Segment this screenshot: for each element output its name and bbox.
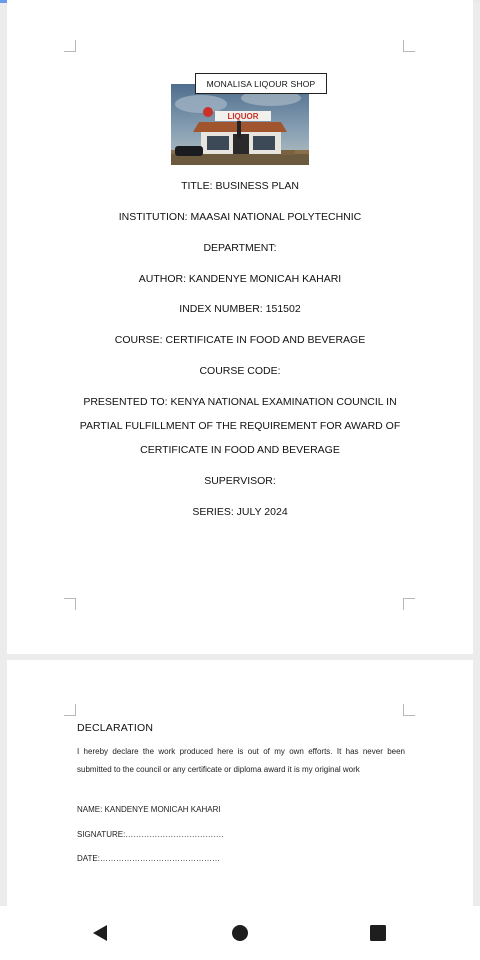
cover-title: TITLE: BUSINESS PLAN [181, 180, 299, 192]
declaration-signature: SIGNATURE:………………………………. [77, 830, 224, 839]
cover-course: COURSE: CERTIFICATE IN FOOD AND BEVERAGE [114, 334, 366, 346]
home-button[interactable] [230, 923, 250, 943]
declaration-heading: DECLARATION [77, 722, 154, 734]
photo-shop-sign-text: LIQUOR [227, 112, 259, 121]
margin-corner-top-right [403, 704, 415, 716]
document-page-1 [7, 0, 473, 654]
cover-presented-to: PRESENTED TO: KENYA NATIONAL EXAMINATION COUNCIL IN PARTIAL FULFILLMENT OF THE REQUIREMENT FOR AWARD OF CERTIFICATE IN FOOD AND BEVERAGE [79, 396, 401, 456]
margin-corner-top-right [403, 40, 415, 52]
margin-corner-bottom-right [403, 598, 415, 610]
margin-corner-top-left [64, 40, 76, 52]
recents-square-icon [369, 924, 387, 942]
shop-name-label: MONALISA LIQOUR SHOP [195, 73, 327, 94]
back-button[interactable] [90, 923, 110, 943]
cover-supervisor: SUPERVISOR: [204, 475, 276, 487]
margin-corner-bottom-left [64, 598, 76, 610]
declaration-date: DATE:……………………………………… [77, 854, 220, 863]
liquor-shop-photo [171, 84, 309, 165]
declaration-name: NAME: KANDENYE MONICAH KAHARI [77, 805, 221, 814]
back-triangle-icon [91, 924, 109, 942]
recents-button[interactable] [368, 923, 388, 943]
cover-course-code: COURSE CODE: [199, 365, 281, 377]
system-navigation-bar [0, 906, 480, 960]
margin-corner-top-left [64, 704, 76, 716]
document-page-2 [7, 660, 473, 906]
home-circle-icon [231, 924, 249, 942]
cover-author: AUTHOR: KANDENYE MONICAH KAHARI [138, 273, 342, 285]
cover-series: SERIES: JULY 2024 [192, 506, 288, 518]
cover-department: DEPARTMENT: [203, 242, 277, 254]
declaration-text: I hereby declare the work produced here is out of my own efforts. It has never been submitted to the council or any certificate or diploma award it is my original work [77, 747, 405, 774]
cover-index-number: INDEX NUMBER: 151502 [179, 303, 301, 315]
cover-institution: INSTITUTION: MAASAI NATIONAL POLYTECHNIC [118, 211, 362, 223]
